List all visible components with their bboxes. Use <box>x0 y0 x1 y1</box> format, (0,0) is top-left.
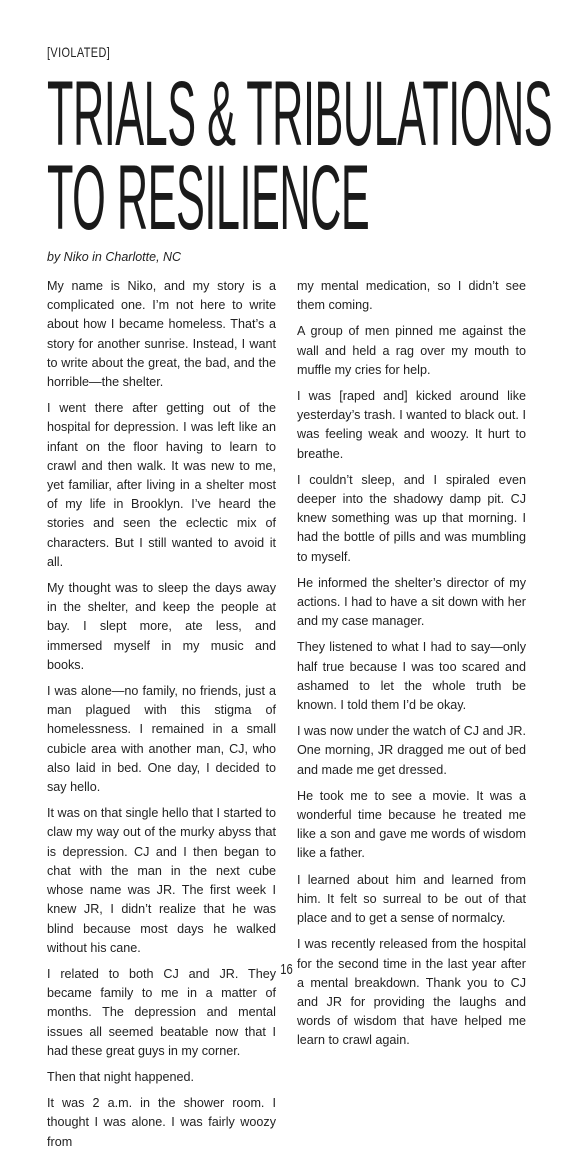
paragraph: My thought was to sleep the days away in the shelter, and keep the people at bay. I slept more, ate less, and immersed myself in my music and books. <box>47 581 276 672</box>
paragraph: I was [raped and] kicked around like yesterday’s trash. I wanted to black out. I was feeling weak and woozy. It hurt to breathe. <box>297 389 526 461</box>
page-number: 16 <box>280 961 293 978</box>
headline-line-2: TO RESILIENCE <box>47 147 370 249</box>
article-byline: by Niko in Charlotte, NC <box>47 250 182 264</box>
paragraph: I was alone—no family, no friends, just a man plagued with this stigma of homelessness. I remained in a small cubicle area with another man, CJ, who also laid in bed. One day, I decided to say hello. <box>47 684 276 795</box>
paragraph: He took me to see a movie. It was a wonderful time because he treated me like a son and gave me words of wisdom like a father. <box>297 788 526 861</box>
paragraph: It was on that single hello that I started to claw my way out of the murky abyss that is depression. CJ and I then began to chat with the man in the next cube whose name was JR. The first week I knew JR, I didn’t realize that he was blind because most days he walked without his cane. <box>47 806 276 955</box>
section-kicker: [VIOLATED] <box>47 44 111 60</box>
paragraph: I was now under the watch of CJ and JR. One morning, JR dragged me out of bed and made me get dressed. <box>297 724 526 777</box>
paragraph: It was 2 a.m. in the shower room. I thought I was alone. I was fairly woozy from <box>47 1096 276 1149</box>
paragraph: I learned about him and learned from him. It felt so surreal to be out of that place and to get a sense of normalcy. <box>297 872 526 926</box>
paragraph: A group of men pinned me against the wall and held a rag over my mouth to muffle my cries for help. <box>297 324 526 377</box>
paragraph: I couldn’t sleep, and I spiraled even deeper into the shadowy damp pit. CJ knew something was up that morning. I had the bottle of pills and was mumbling to myself. <box>297 472 526 564</box>
paragraph: My name is Niko, and my story is a complicated one. I’m not here to write about how I became homeless. That’s a story for another sunrise. Instead, I want to write about the great, the bad, and the horrible—the shelter. <box>47 279 276 390</box>
paragraph: I went there after getting out of the hospital for depression. I was left like an infant on the floor having to learn to crawl and then walk. It was new to me, yet familiar, after living in a shelter most of my life in Brooklyn. I’ve heard the stories and seen the eclectic mix of characters. But I still wanted to avoid it all. <box>47 401 276 569</box>
paragraph: I related to both CJ and JR. They became family to me in a matter of months. The depression and mental issues all seemed beatable now that I had these great guys in my corner. <box>47 966 276 1058</box>
paragraph: He informed the shelter’s director of my actions. I had to have a sit down with her and my case manager. <box>297 575 526 629</box>
article-headline <box>47 63 553 249</box>
headline-line-1: TRIALS & TRIBULATIONS <box>47 63 553 165</box>
paragraph: I was recently released from the hospital for the second time in the last year after a mental breakdown. Thank you to CJ and JR for providing the laughs and words of wisdom that have helped me learn to crawl again. <box>297 937 526 1048</box>
paragraph: my mental medication, so I didn’t see them coming. <box>297 279 526 313</box>
paragraph: Then that night happened. <box>47 1069 195 1084</box>
left-text-column <box>47 277 276 1159</box>
right-text-column <box>297 277 526 1058</box>
paragraph: They listened to what I had to say—only half true because I was too scared and ashamed to let the whole truth be known. I told them I’d be okay. <box>297 640 526 713</box>
